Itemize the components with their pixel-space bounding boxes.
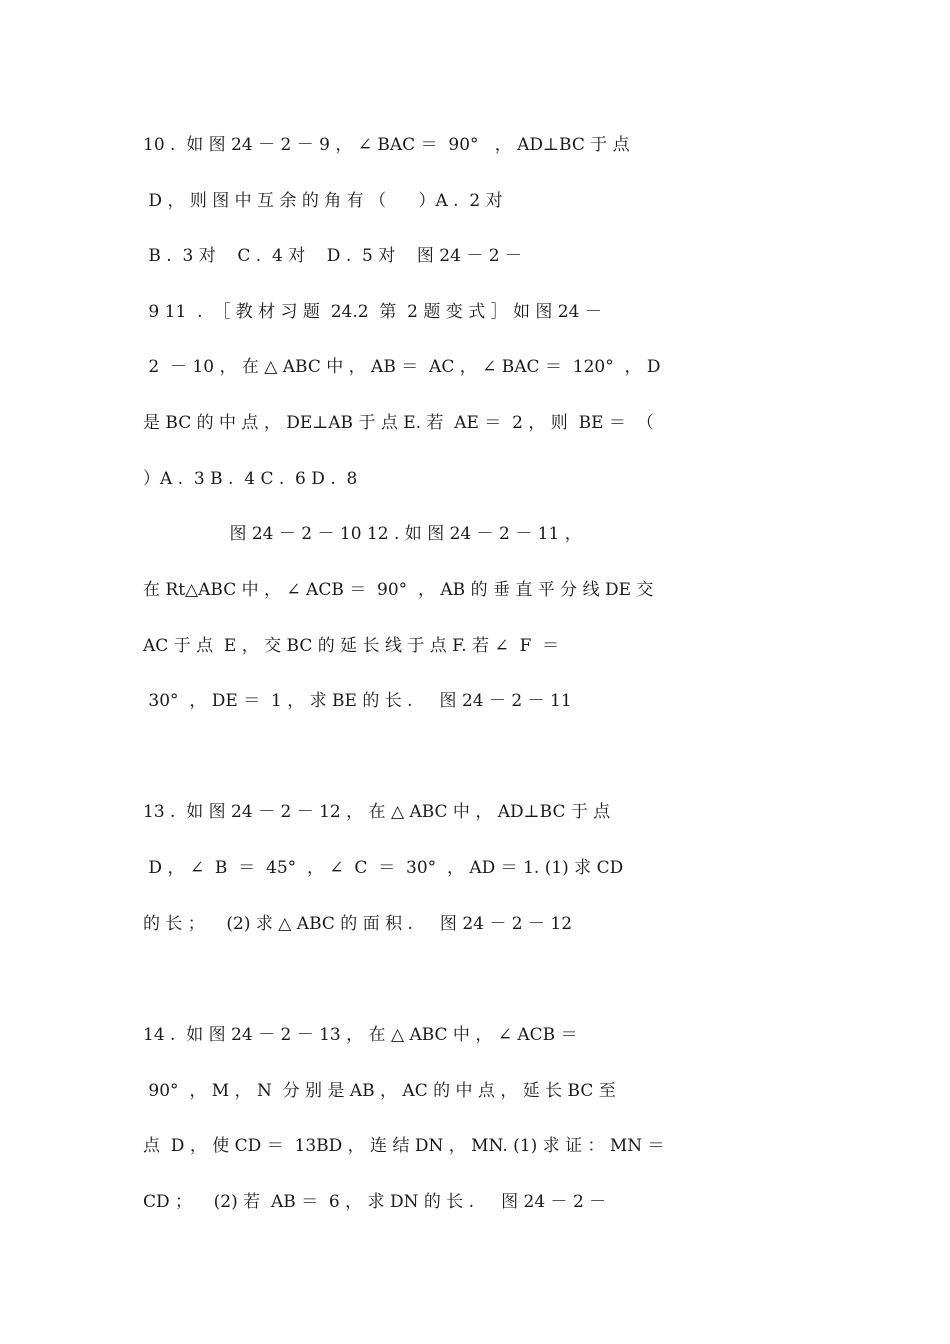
text-line: AC 于 点 E ， 交 BC 的 延 长 线 于 点 F. 若 ∠ F ＝ bbox=[143, 636, 560, 656]
text-line: 是 BC 的 中 点 ， DE⊥AB 于 点 E. 若 AE ＝ 2 ， 则 BE ＝ （ bbox=[143, 413, 654, 433]
text-line: 图 24 － 2 － 10 12 . 如 图 24 － 2 － 11 ， bbox=[143, 524, 582, 544]
text-line: 13 . 如 图 24 － 2 － 12 ， 在 △ ABC 中 ， AD⊥BC 于 点 bbox=[143, 802, 611, 822]
text-line: CD ； (2) 若 AB ＝ 6 ， 求 DN 的 长 . 图 24 － 2 － bbox=[143, 1192, 607, 1212]
text-line: 30° ， DE ＝ 1 ， 求 BE 的 长 . 图 24 － 2 － 11 bbox=[143, 691, 572, 711]
text-line: B . 3 对 C . 4 对 D . 5 对 图 24 － 2 － bbox=[143, 246, 522, 266]
text-line: 点 D ， 使 CD ＝ 13BD ， 连 结 DN ， MN. (1) 求 证 ： MN ＝ bbox=[143, 1136, 665, 1156]
text-line: D ， ∠ B ＝ 45° ， ∠ C ＝ 30° ， AD ＝ 1. (1) 求 CD bbox=[143, 858, 624, 878]
text-line: ）A . 3 B . 4 C . 6 D . 8 bbox=[143, 469, 358, 489]
text-line: 9 11 . ［ 教 材 习 题 24.2 第 2 题 变 式 ］ 如 图 24 － bbox=[143, 302, 602, 322]
text-line: D ， 则 图 中 互 余 的 角 有 （ ）A . 2 对 bbox=[143, 191, 503, 211]
text-line: 2 － 10 ， 在 △ ABC 中 ， AB ＝ AC ， ∠ BAC ＝ 120° ， D bbox=[143, 357, 661, 377]
text-line: 10 . 如 图 24 － 2 － 9 ， ∠ BAC ＝ 90° ， AD⊥BC 于 点 bbox=[143, 135, 630, 155]
text-line: 90° ， M ， N 分 别 是 AB ， AC 的 中 点 ， 延 长 BC 至 bbox=[143, 1081, 616, 1101]
text-line: 的 长 ； (2) 求 △ ABC 的 面 积 . 图 24 － 2 － 12 bbox=[143, 914, 573, 934]
text-line: 在 Rt△ABC 中 ， ∠ ACB ＝ 90° ， AB 的 垂 直 平 分 线 DE 交 bbox=[143, 580, 654, 600]
text-line: 14 . 如 图 24 － 2 － 13 ， 在 △ ABC 中 ， ∠ ACB ＝ bbox=[143, 1025, 578, 1045]
